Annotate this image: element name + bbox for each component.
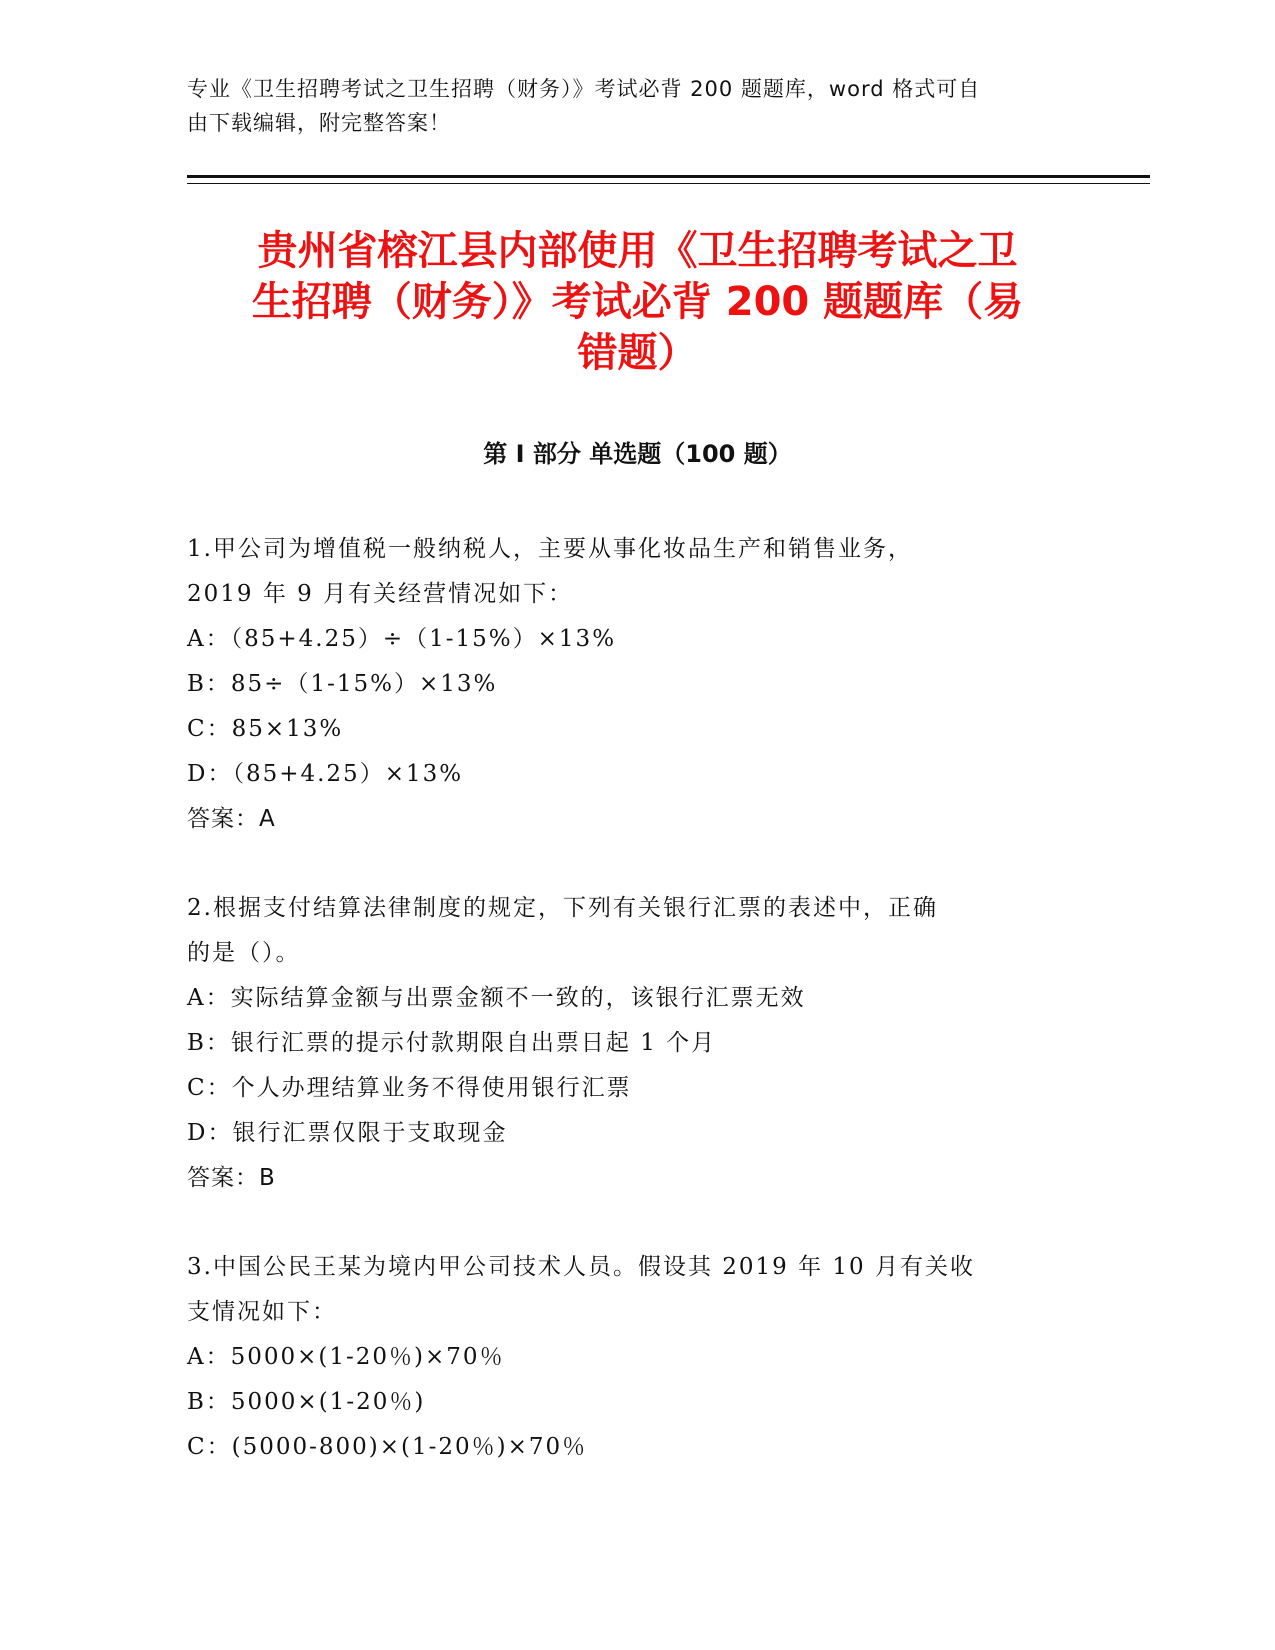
header-note [187, 72, 1067, 140]
question-stem-line: 2.根据支付结算法律制度的规定，下列有关银行汇票的表述中，正确 [187, 895, 938, 921]
title-line2: 生招聘（财务）》考试必背 200 题题库（易 [251, 279, 1024, 325]
question-stem-line: 1.甲公司为增值税一般纳税人，主要从事化妆品生产和销售业务， [187, 536, 913, 562]
question-stem-line: 支情况如下： [187, 1299, 337, 1325]
answer-label: 答案：A [187, 806, 276, 832]
option-a: A：实际结算金额与出票金额不一致的，该银行汇票无效 [187, 985, 806, 1011]
question-stem-line: 3.中国公民王某为境内甲公司技术人员。假设其 2019 年 10 月有关收 [187, 1254, 975, 1280]
option-d: D：（85+4.25）×13% [187, 761, 464, 787]
option-b: B：5000×(1-20％) [187, 1389, 426, 1415]
header-note-line1: 专业《卫生招聘考试之卫生招聘（财务）》考试必背 200 题题库，word 格式可自 [187, 77, 981, 101]
option-b: B：85÷（1-15%）×13% [187, 671, 498, 697]
question-stem-line: 的是（）。 [187, 940, 301, 966]
section-heading: 第 I 部分 单选题（100 题） [483, 440, 792, 468]
question-1 [187, 527, 1067, 842]
option-c: C：(5000-800)×(1-20％)×70％ [187, 1434, 588, 1460]
question-stem-line: 2019 年 9 月有关经营情况如下： [187, 581, 574, 607]
question-list [187, 527, 1067, 1514]
option-a: A：（85+4.25）÷（1-15%）×13% [187, 626, 617, 652]
header-rule-thin [187, 183, 1150, 184]
option-b: B：银行汇票的提示付款期限自出票日起 1 个月 [187, 1030, 717, 1056]
title-line1: 贵州省榕江县内部使用《卫生招聘考试之卫 [257, 228, 1018, 274]
option-a: A：5000×(1-20％)×70％ [187, 1344, 505, 1370]
document-title [187, 226, 1088, 379]
title-line3: 错题） [577, 330, 698, 376]
option-d: D：银行汇票仅限于支取现金 [187, 1120, 508, 1146]
option-c: C：85×13% [187, 716, 344, 742]
header-note-line2: 由下载编辑，附完整答案！ [187, 111, 451, 135]
option-c: C：个人办理结算业务不得使用银行汇票 [187, 1075, 632, 1101]
question-3 [187, 1245, 1067, 1470]
header-rule-thick [187, 175, 1150, 178]
answer-label: 答案：B [187, 1165, 276, 1191]
question-2 [187, 886, 1067, 1201]
